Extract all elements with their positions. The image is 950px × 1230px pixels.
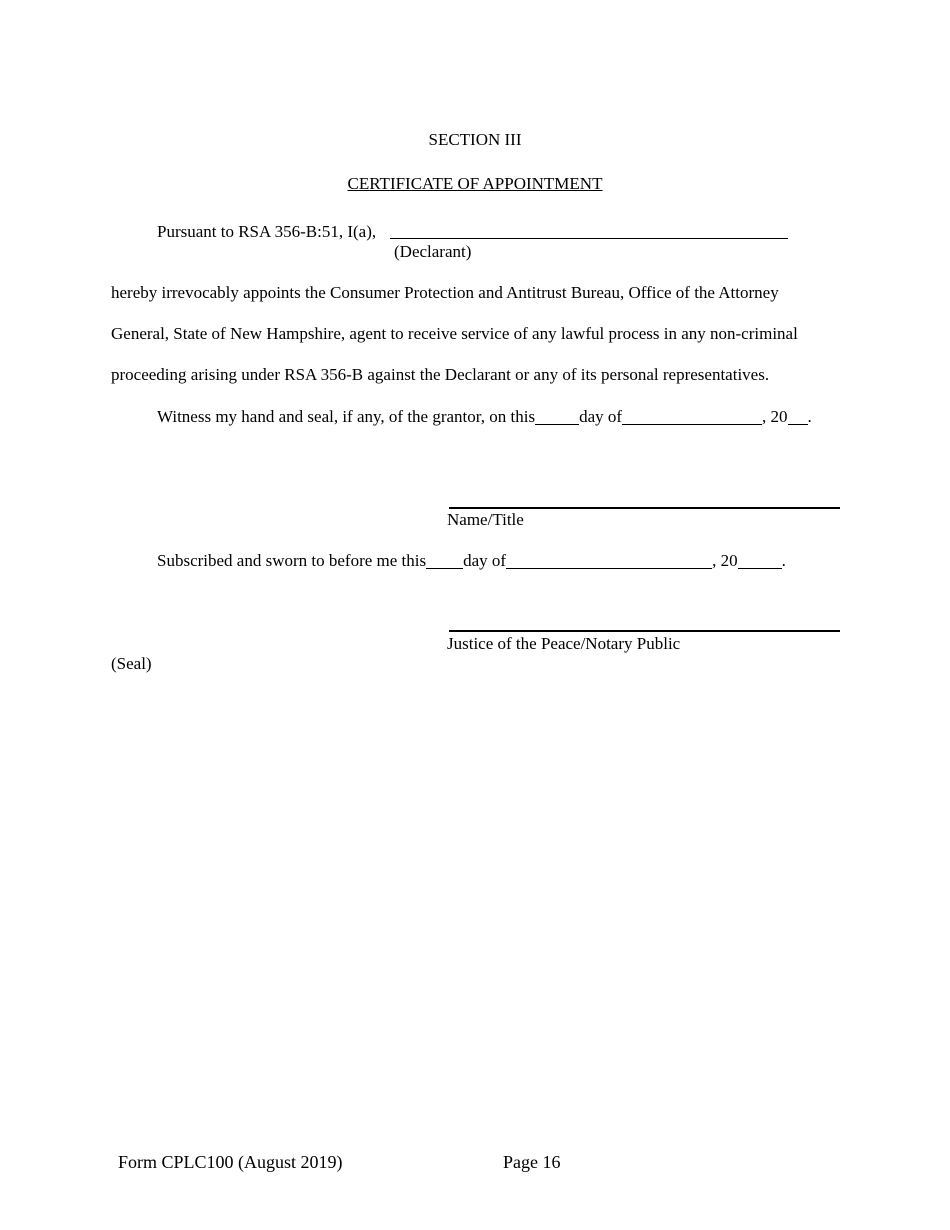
- footer-form-id: Form CPLC100 (August 2019): [118, 1152, 343, 1172]
- subscribed-day-of: day of: [463, 551, 507, 570]
- witness-month-blank[interactable]: [622, 407, 762, 425]
- footer-page-number: Page 16: [503, 1152, 561, 1172]
- body-line-3: proceeding arising under RSA 356-B against the Declarant or any of its personal representatives.: [111, 365, 770, 384]
- subscribed-line: [157, 551, 786, 571]
- witness-year-blank[interactable]: [788, 407, 808, 425]
- notary-signature-line[interactable]: [449, 630, 840, 632]
- body-line-1: hereby irrevocably appoints the Consumer Protection and Antitrust Bureau, Office of the Attorney: [111, 283, 779, 302]
- witness-day-of: day of: [579, 407, 623, 426]
- witness-year-prefix: , 20: [762, 407, 788, 426]
- witness-line: [157, 407, 812, 427]
- name-title-label: Name/Title: [447, 510, 524, 529]
- subscribed-day-blank[interactable]: [426, 551, 463, 569]
- witness-prefix: Witness my hand and seal, if any, of the grantor, on this: [157, 407, 536, 426]
- signature-line[interactable]: [449, 507, 840, 509]
- subscribed-month-blank[interactable]: [506, 551, 712, 569]
- declarant-blank[interactable]: [390, 238, 788, 239]
- subscribed-year-blank[interactable]: [738, 551, 782, 569]
- witness-period: .: [807, 407, 812, 426]
- certificate-title: CERTIFICATE OF APPOINTMENT: [347, 174, 603, 193]
- notary-label: Justice of the Peace/Notary Public: [447, 634, 681, 653]
- subscribed-period: .: [781, 551, 786, 570]
- witness-day-blank[interactable]: [535, 407, 579, 425]
- subscribed-prefix: Subscribed and sworn to before me this: [157, 551, 427, 570]
- subscribed-year-prefix: , 20: [712, 551, 738, 570]
- body-line-2: General, State of New Hampshire, agent to receive service of any lawful process in any non-criminal: [111, 324, 798, 343]
- section-heading: SECTION III: [428, 130, 522, 149]
- pursuant-text: Pursuant to RSA 356-B:51, I(a),: [157, 222, 377, 241]
- seal-label: (Seal): [111, 654, 152, 673]
- declarant-label: (Declarant): [394, 242, 472, 261]
